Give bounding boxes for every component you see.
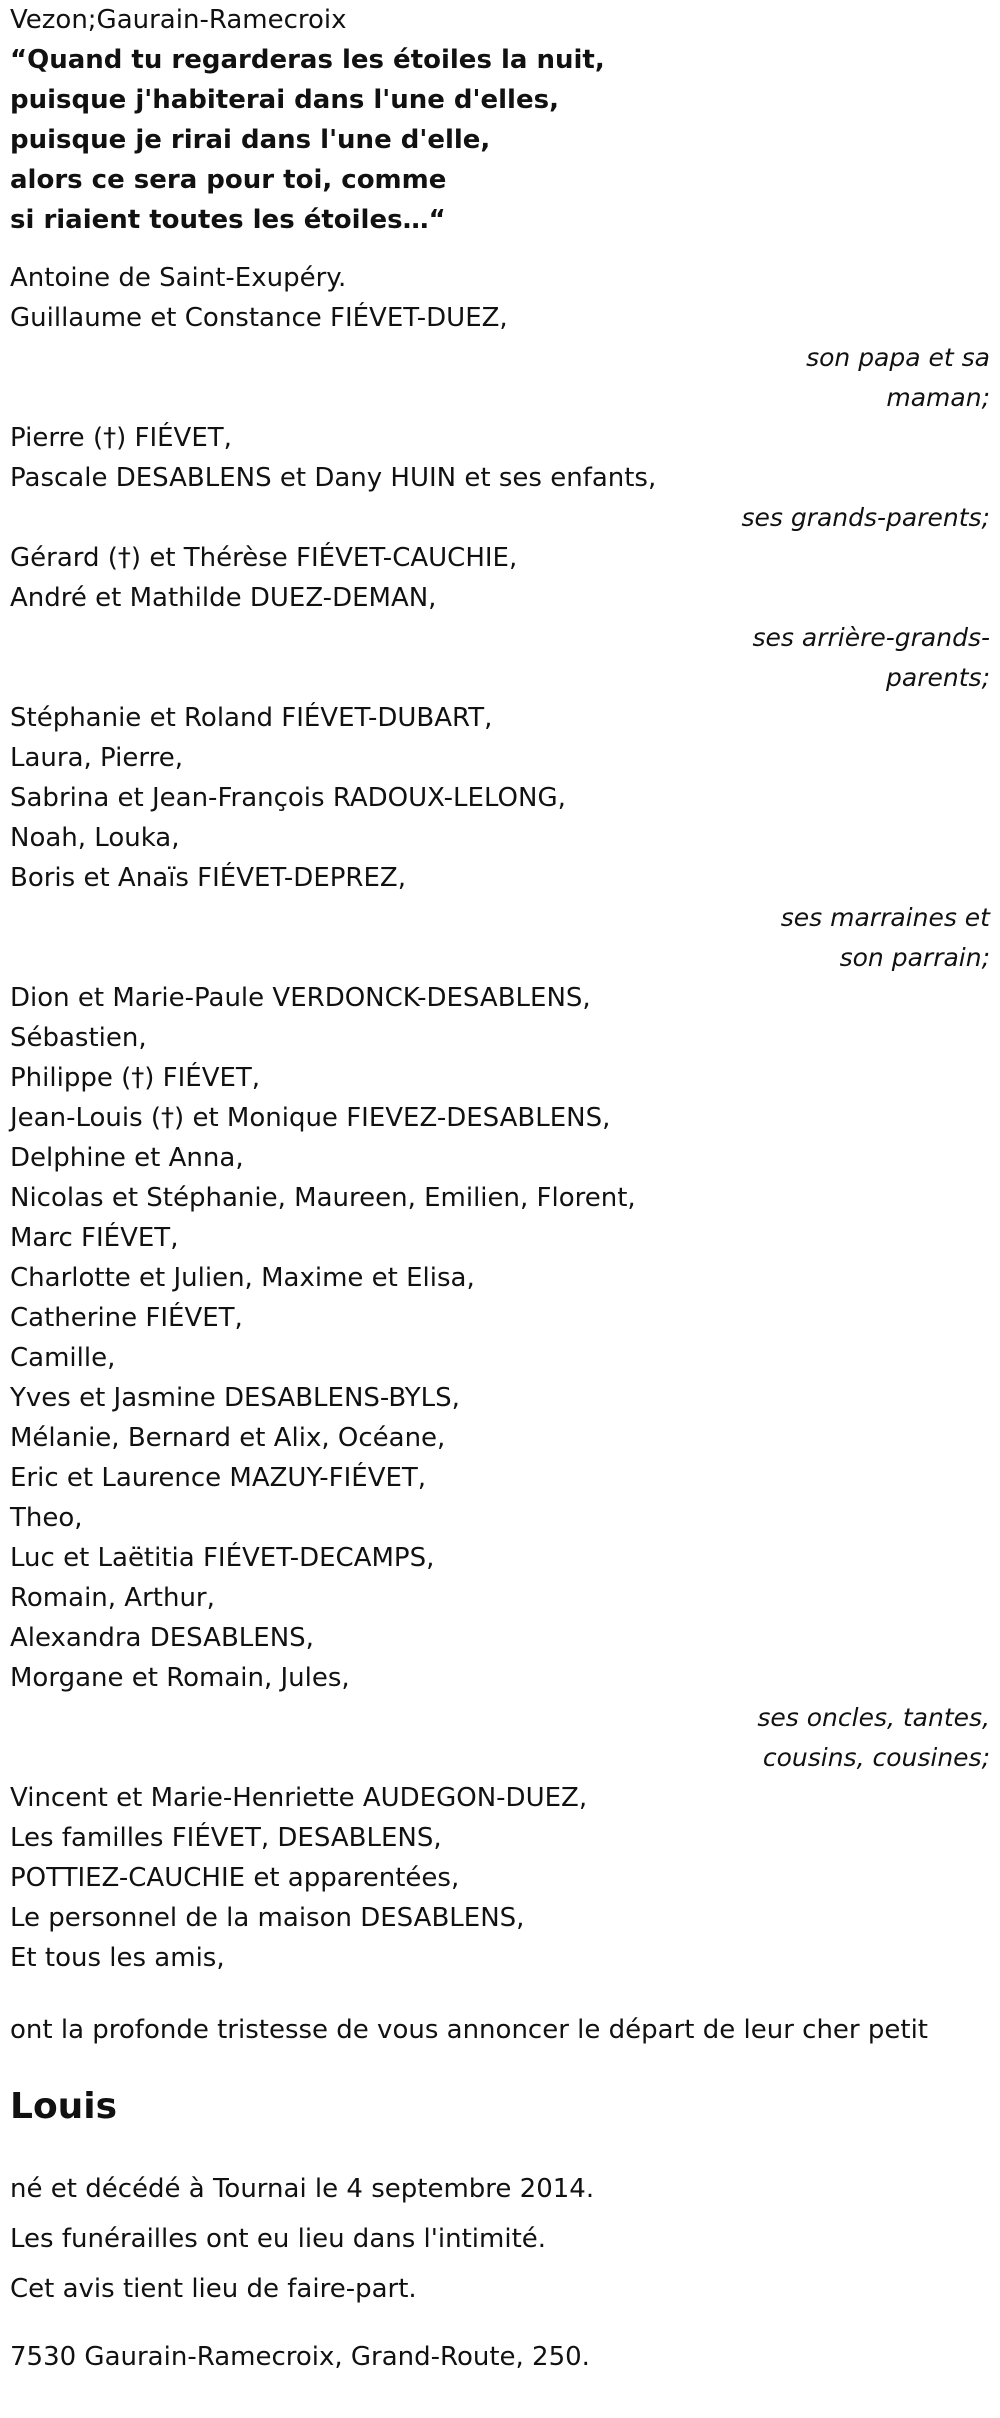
family-line: Philippe (†) FIÉVET, bbox=[10, 1063, 261, 1093]
family-line: Camille, bbox=[10, 1343, 116, 1373]
family-line: Jean-Louis (†) et Monique FIEVEZ-DESABLENS, bbox=[10, 1103, 611, 1133]
family-line: Laura, Pierre, bbox=[10, 743, 183, 773]
role-label bbox=[10, 618, 990, 698]
location-header: Vezon;Gaurain-Ramecroix bbox=[10, 5, 347, 35]
family-line: Pierre (†) FIÉVET, bbox=[10, 423, 232, 453]
family-line: Theo, bbox=[10, 1503, 83, 1533]
family-line: Vincent et Marie-Henriette AUDEGON-DUEZ, bbox=[10, 1783, 588, 1813]
quote-block bbox=[10, 40, 990, 240]
quote-line: alors ce sera pour toi, comme bbox=[10, 165, 447, 195]
quote-author: Antoine de Saint-Exupéry. bbox=[10, 263, 347, 293]
family-line: Luc et Laëtitia FIÉVET-DECAMPS, bbox=[10, 1543, 435, 1573]
deceased-name: Louis bbox=[10, 2086, 118, 2127]
family-line: Morgane et Romain, Jules, bbox=[10, 1663, 350, 1693]
obituary-notice bbox=[10, 0, 990, 2382]
family-line: Charlotte et Julien, Maxime et Elisa, bbox=[10, 1263, 475, 1293]
family-line: Mélanie, Bernard et Alix, Océane, bbox=[10, 1423, 446, 1453]
relatives-role: ses oncles, tantes, cousins, cousines; bbox=[757, 1703, 990, 1772]
family-line: Stéphanie et Roland FIÉVET-DUBART, bbox=[10, 703, 493, 733]
family-line: Delphine et Anna, bbox=[10, 1143, 244, 1173]
family-line: André et Mathilde DUEZ-DEMAN, bbox=[10, 583, 437, 613]
announcement-text: ont la profonde tristesse de vous annoncer le départ de leur cher petit bbox=[10, 2015, 928, 2045]
family-line: POTTIEZ-CAUCHIE et apparentées, bbox=[10, 1863, 460, 1893]
family-line: Noah, Louka, bbox=[10, 823, 180, 853]
family-line: Sébastien, bbox=[10, 1023, 147, 1053]
detail-line: né et décédé à Tournai le 4 septembre 2014. bbox=[10, 2174, 595, 2204]
family-line: Marc FIÉVET, bbox=[10, 1223, 179, 1253]
address-line: 7530 Gaurain-Ramecroix, Grand-Route, 250. bbox=[10, 2342, 590, 2372]
detail-line: Cet avis tient lieu de faire-part. bbox=[10, 2274, 417, 2304]
family-line: Catherine FIÉVET, bbox=[10, 1303, 243, 1333]
family-line: Eric et Laurence MAZUY-FIÉVET, bbox=[10, 1463, 427, 1493]
godparents-role: ses marraines et son parrain; bbox=[780, 903, 990, 972]
family-line: Pascale DESABLENS et Dany HUIN et ses enfants, bbox=[10, 463, 657, 493]
quote-line: si riaient toutes les étoiles…“ bbox=[10, 205, 446, 235]
quote-line: puisque je rirai dans l'une d'elle, bbox=[10, 125, 491, 155]
role-label bbox=[10, 498, 990, 538]
family-line: Alexandra DESABLENS, bbox=[10, 1623, 314, 1653]
family-line: Nicolas et Stéphanie, Maureen, Emilien, Florent, bbox=[10, 1183, 636, 1213]
quote-line: “Quand tu regarderas les étoiles la nuit, bbox=[10, 45, 605, 75]
family-line: Boris et Anaïs FIÉVET-DEPREZ, bbox=[10, 863, 406, 893]
family-line: Guillaume et Constance FIÉVET-DUEZ, bbox=[10, 303, 508, 333]
family-line: Sabrina et Jean-François RADOUX-LELONG, bbox=[10, 783, 566, 813]
quote-line: puisque j'habiterai dans l'une d'elles, bbox=[10, 85, 559, 115]
family-line: Gérard (†) et Thérèse FIÉVET-CAUCHIE, bbox=[10, 543, 518, 573]
detail-line: Les funérailles ont eu lieu dans l'intimité. bbox=[10, 2224, 547, 2254]
role-label bbox=[10, 338, 990, 418]
great-grandparents-role: ses arrière-grands-parents; bbox=[752, 623, 990, 692]
role-label bbox=[10, 1698, 990, 1778]
family-line: Yves et Jasmine DESABLENS-BYLS, bbox=[10, 1383, 460, 1413]
family-line: Et tous les amis, bbox=[10, 1943, 225, 1973]
family-line: Dion et Marie-Paule VERDONCK-DESABLENS, bbox=[10, 983, 591, 1013]
family-line: Le personnel de la maison DESABLENS, bbox=[10, 1903, 525, 1933]
parents-role: son papa et sa maman; bbox=[806, 343, 990, 412]
family-line: Romain, Arthur, bbox=[10, 1583, 215, 1613]
grandparents-role: ses grands-parents; bbox=[741, 503, 990, 532]
family-line: Les familles FIÉVET, DESABLENS, bbox=[10, 1823, 442, 1853]
role-label bbox=[10, 898, 990, 978]
